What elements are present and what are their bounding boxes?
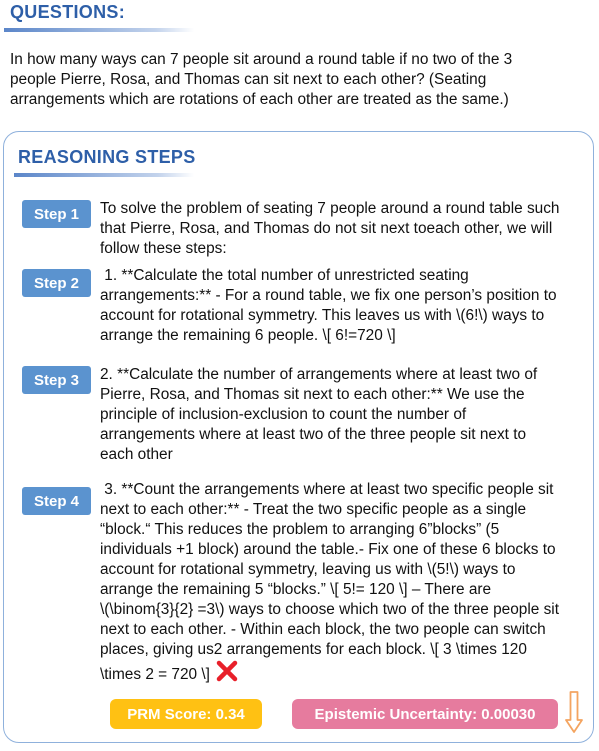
prm-score-badge: PRM Score: 0.34 [110,699,262,729]
epistemic-uncertainty-badge: Epistemic Uncertainty: 0.00030 [292,699,558,729]
question-line: people Pierre, Rosa, and Thomas can sit next to each other? (Seating [10,71,487,88]
step-2-badge: Step 2 [22,269,91,297]
reasoning-underline [14,173,194,177]
step-4-badge: Step 4 [22,487,91,515]
step-line: each other [100,446,173,463]
step-4-text [100,480,590,688]
question-line: In how many ways can 7 people sit around a round table if no two of the 3 [10,51,513,68]
step-2-text [100,266,590,346]
questions-underline [4,28,194,32]
step-1-text [100,199,590,259]
step-line: 2. **Calculate the number of arrangements where at least two of [100,366,538,383]
cross-icon [216,660,238,688]
step-line-last [100,660,590,688]
step-line: arrange the remaining 6 people. \[ 6!=720 \] [100,327,396,344]
step-line: “block.“ This reduces the problem to arranging 6”blocks” (5 [100,521,500,538]
step-line: 1. **Calculate the total number of unrestricted seating [100,267,469,284]
step-line: principle of inclusion-exclusion to count the number of [100,406,467,423]
step-line: 3. **Count the arrangements where at least two specific people sit [100,481,554,498]
step-line: follow these steps: [100,240,227,257]
questions-heading: QUESTIONS: [10,2,126,22]
step-line: account for rotational symmetry, leaving us with \(5!\) ways to [100,561,516,578]
step-line: individuals +1 block) around the table.- Fix one of these 6 blocks to [100,541,556,558]
step-line: Pierre, Rosa, and Thomas sit next to each other:** We use the [100,386,525,403]
question-text [10,50,590,110]
step-line: that Pierre, Rosa, and Thomas do not sit next toeach other, we will [100,220,553,237]
question-line: arrangements which are rotations of each other are treated as the same.) [10,91,509,108]
step-line: arrangements:** - For a round table, we fix one person’s position to [100,287,557,304]
step-line: places, giving us2 arrangements for each block. \[ 3 \times 120 [100,641,527,658]
step-line: \(\binom{3}{2} =3\) ways to choose which two of the three people sit [100,601,560,618]
step-line: \times 2 = 720 \] [100,666,210,683]
step-3-badge: Step 3 [22,366,91,394]
step-line: next to each other. - Within each block, the two people can switch [100,621,546,638]
reasoning-heading: REASONING STEPS [18,147,196,167]
down-arrow-icon [565,690,583,734]
step-line: arrange the remaining 5 “blocks.” \[ 5!= 120 \] – There are [100,581,492,598]
step-line: arrangements where at least two of the three people sit next to [100,426,527,443]
step-line: next to each other:** - Treat the two specific people as a single [100,501,527,518]
step-line: To solve the problem of seating 7 people around a round table such [100,200,560,217]
step-3-text [100,365,590,465]
step-line: account for rotational symmetry. This leaves us with \(6!\) ways to [100,307,545,324]
step-1-badge: Step 1 [22,200,91,228]
